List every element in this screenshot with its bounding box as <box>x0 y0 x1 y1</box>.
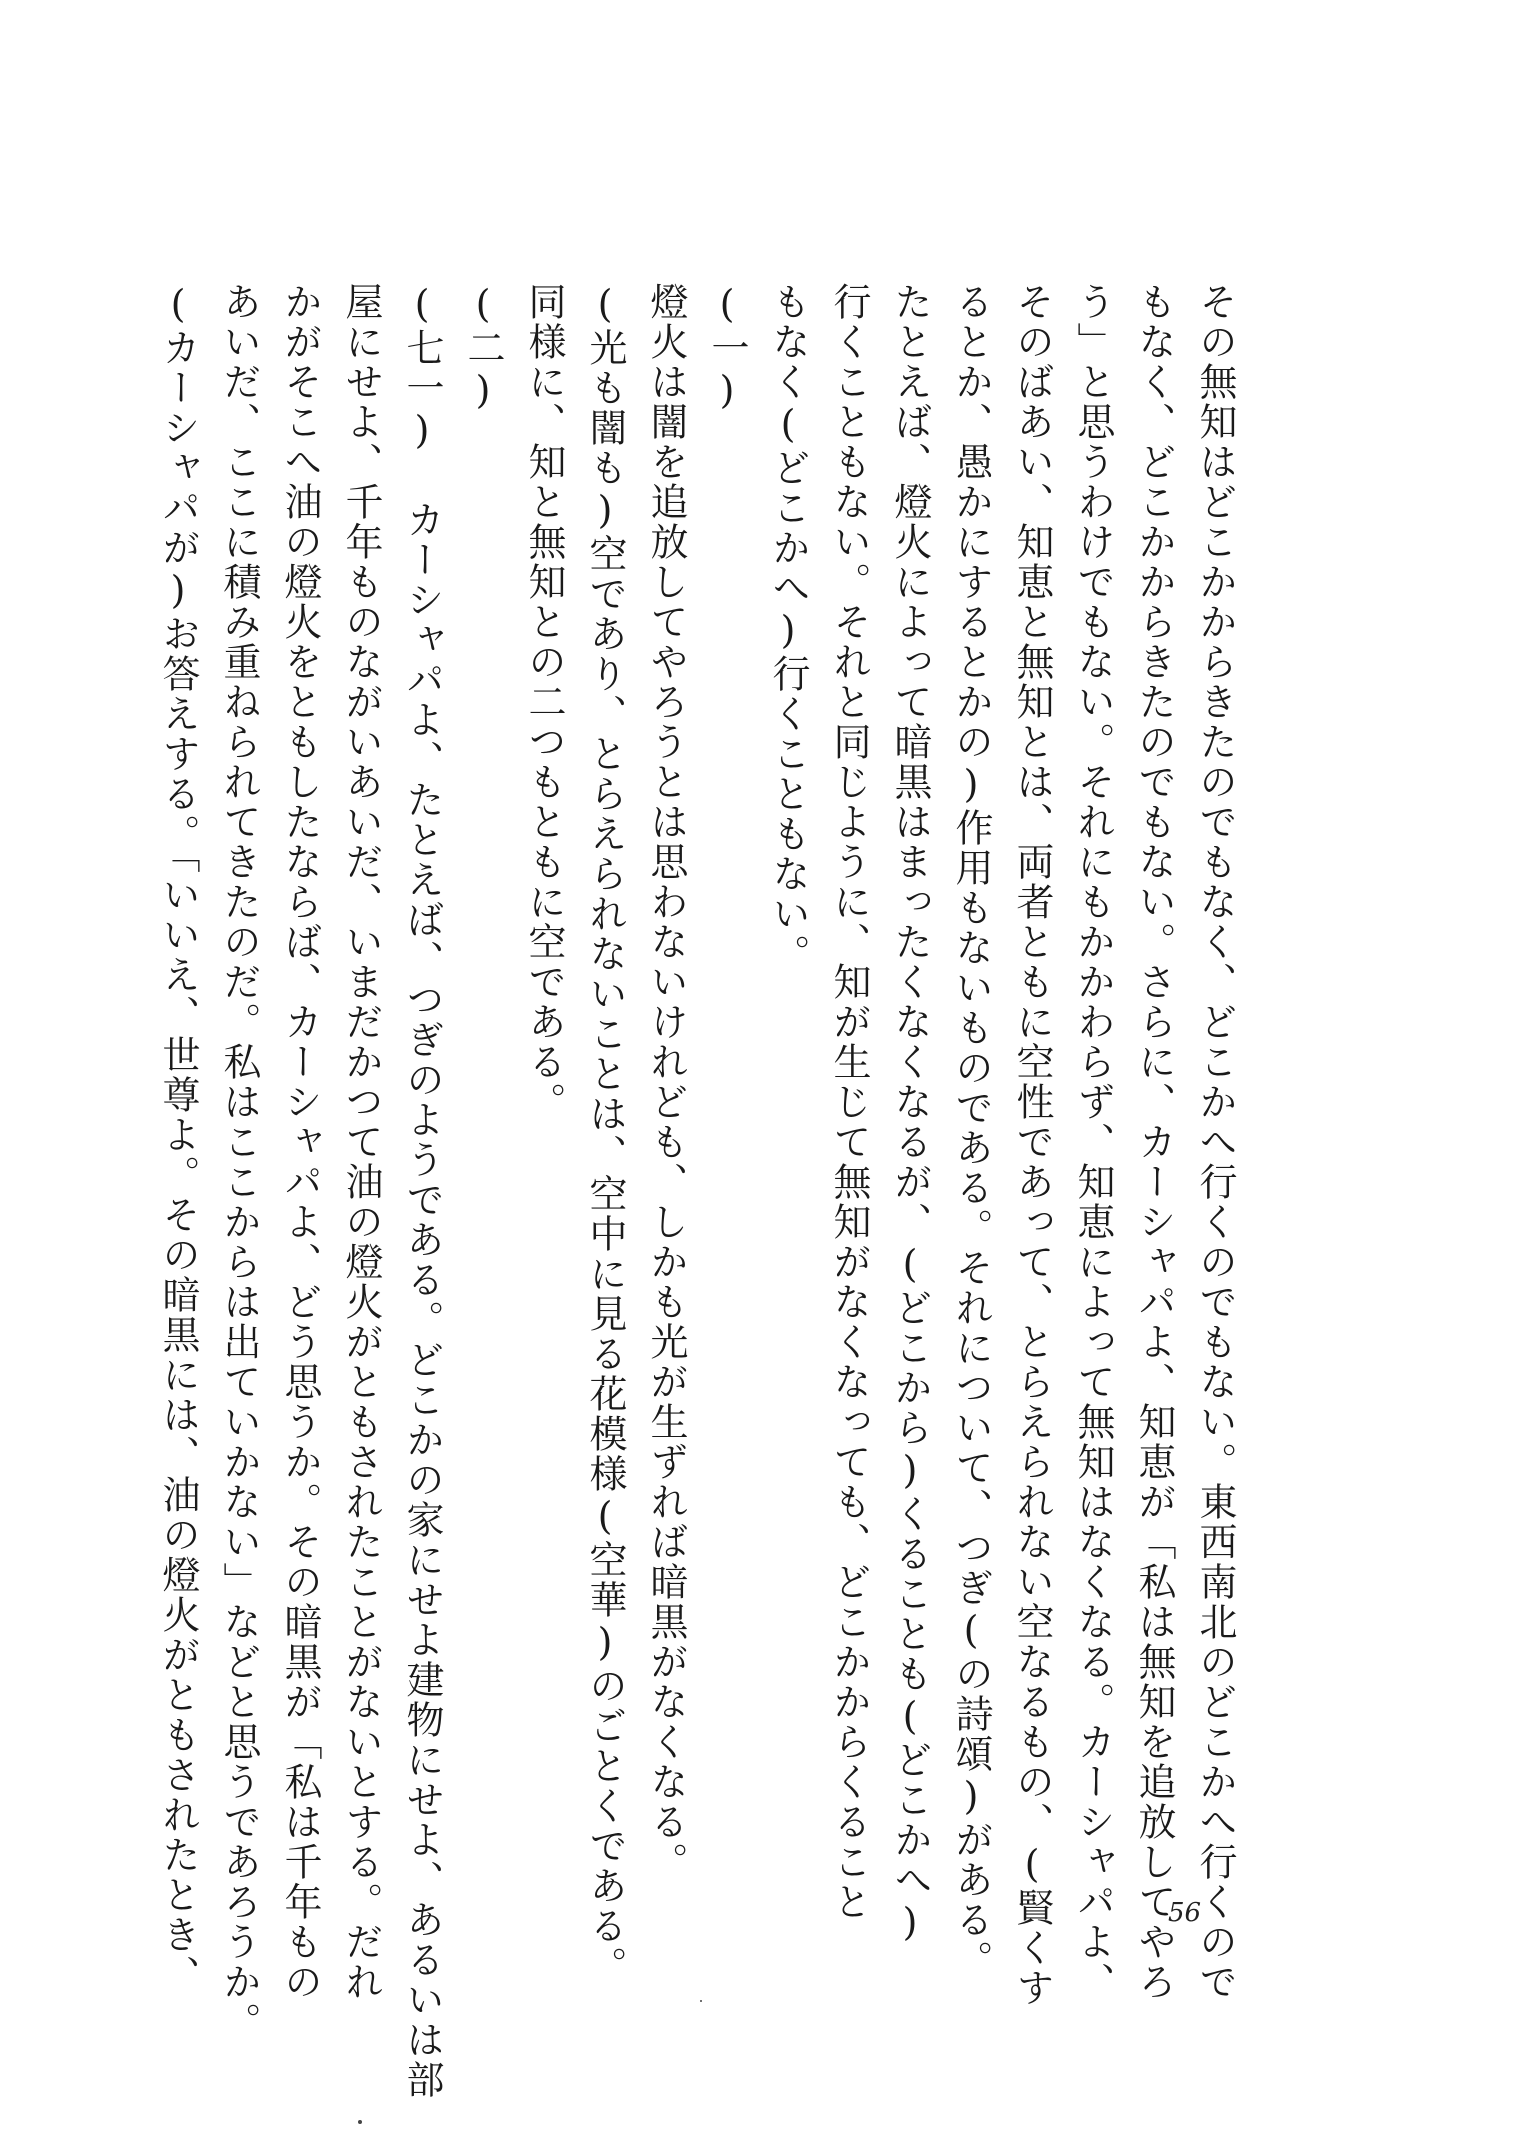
text-line: (カーシャパが)お答えする。「いいえ、世尊よ。その暗黒には、油の燈火がともされたとき、 <box>156 282 200 1995</box>
scan-speck <box>700 2000 702 2002</box>
verse-number: (一) <box>705 282 749 414</box>
text-line: もなく、どこかからきたのでもない。さらに、カーシャパよ、知恵が「私は無知を追放してやろ <box>1132 282 1176 2002</box>
text-line: 屋にせよ、千年ものながいあいだ、いまだかつて油の燈火がともされたことがないとする。だれ <box>339 282 383 2002</box>
text-line: るとか、愚かにするとかの)作用もないものである。それについて、つぎ(の詩頌)がある。 <box>949 282 993 1980</box>
verse-number: (二) <box>461 282 505 414</box>
text-line: あいだ、ここに積み重ねられてきたのだ。私はここからは出ていかない」などと思うであろうか。 <box>217 282 261 2042</box>
verse-line: 同様に、知と無知との二つもともに空である。 <box>522 282 566 1122</box>
scan-speck <box>358 2120 362 2124</box>
page-number: 56 <box>1168 1898 1202 1928</box>
text-line: かがそこへ油の燈火をともしたならば、カーシャパよ、どう思うか。その暗黒が「私は千年もの <box>278 282 322 2002</box>
verse-line: 行くこともない。それと同じように、知が生じて無知がなくなっても、どこかからくること <box>827 282 871 1922</box>
verse-line: (光も闇も)空であり、とらえられないことは、空中に見る花模様(空華)のごとくである。 <box>583 282 627 1986</box>
verse-line: たとえば、燈火によって暗黒はまったくなくなるが、(どこから)くることも(どこかへ) <box>888 282 932 1946</box>
section-line: (七一) カーシャパよ、たとえば、つぎのようである。どこかの家にせよ建物にせよ、あるいは部 <box>400 282 444 2100</box>
vertical-text-block <box>156 282 1245 2100</box>
verse-line: もなく(どこかへ)行くこともない。 <box>766 282 810 974</box>
verse-line: 燈火は闇を追放してやろうとは思わないけれども、しかも光が生ずれば暗黒がなくなる。 <box>644 282 688 1882</box>
text-line: そのばあい、知恵と無知とは、両者ともに空性であって、とらえられない空なるもの、(賢くす <box>1010 282 1054 2008</box>
text-line: う」と思うわけでもない。それにもかかわらず、知恵によって無知はなくなる。カーシャパよ、 <box>1071 282 1115 2002</box>
text-line: その無知はどこかからきたのでもなく、どこかへ行くのでもない。東西南北のどこかへ行くので <box>1193 282 1237 2002</box>
